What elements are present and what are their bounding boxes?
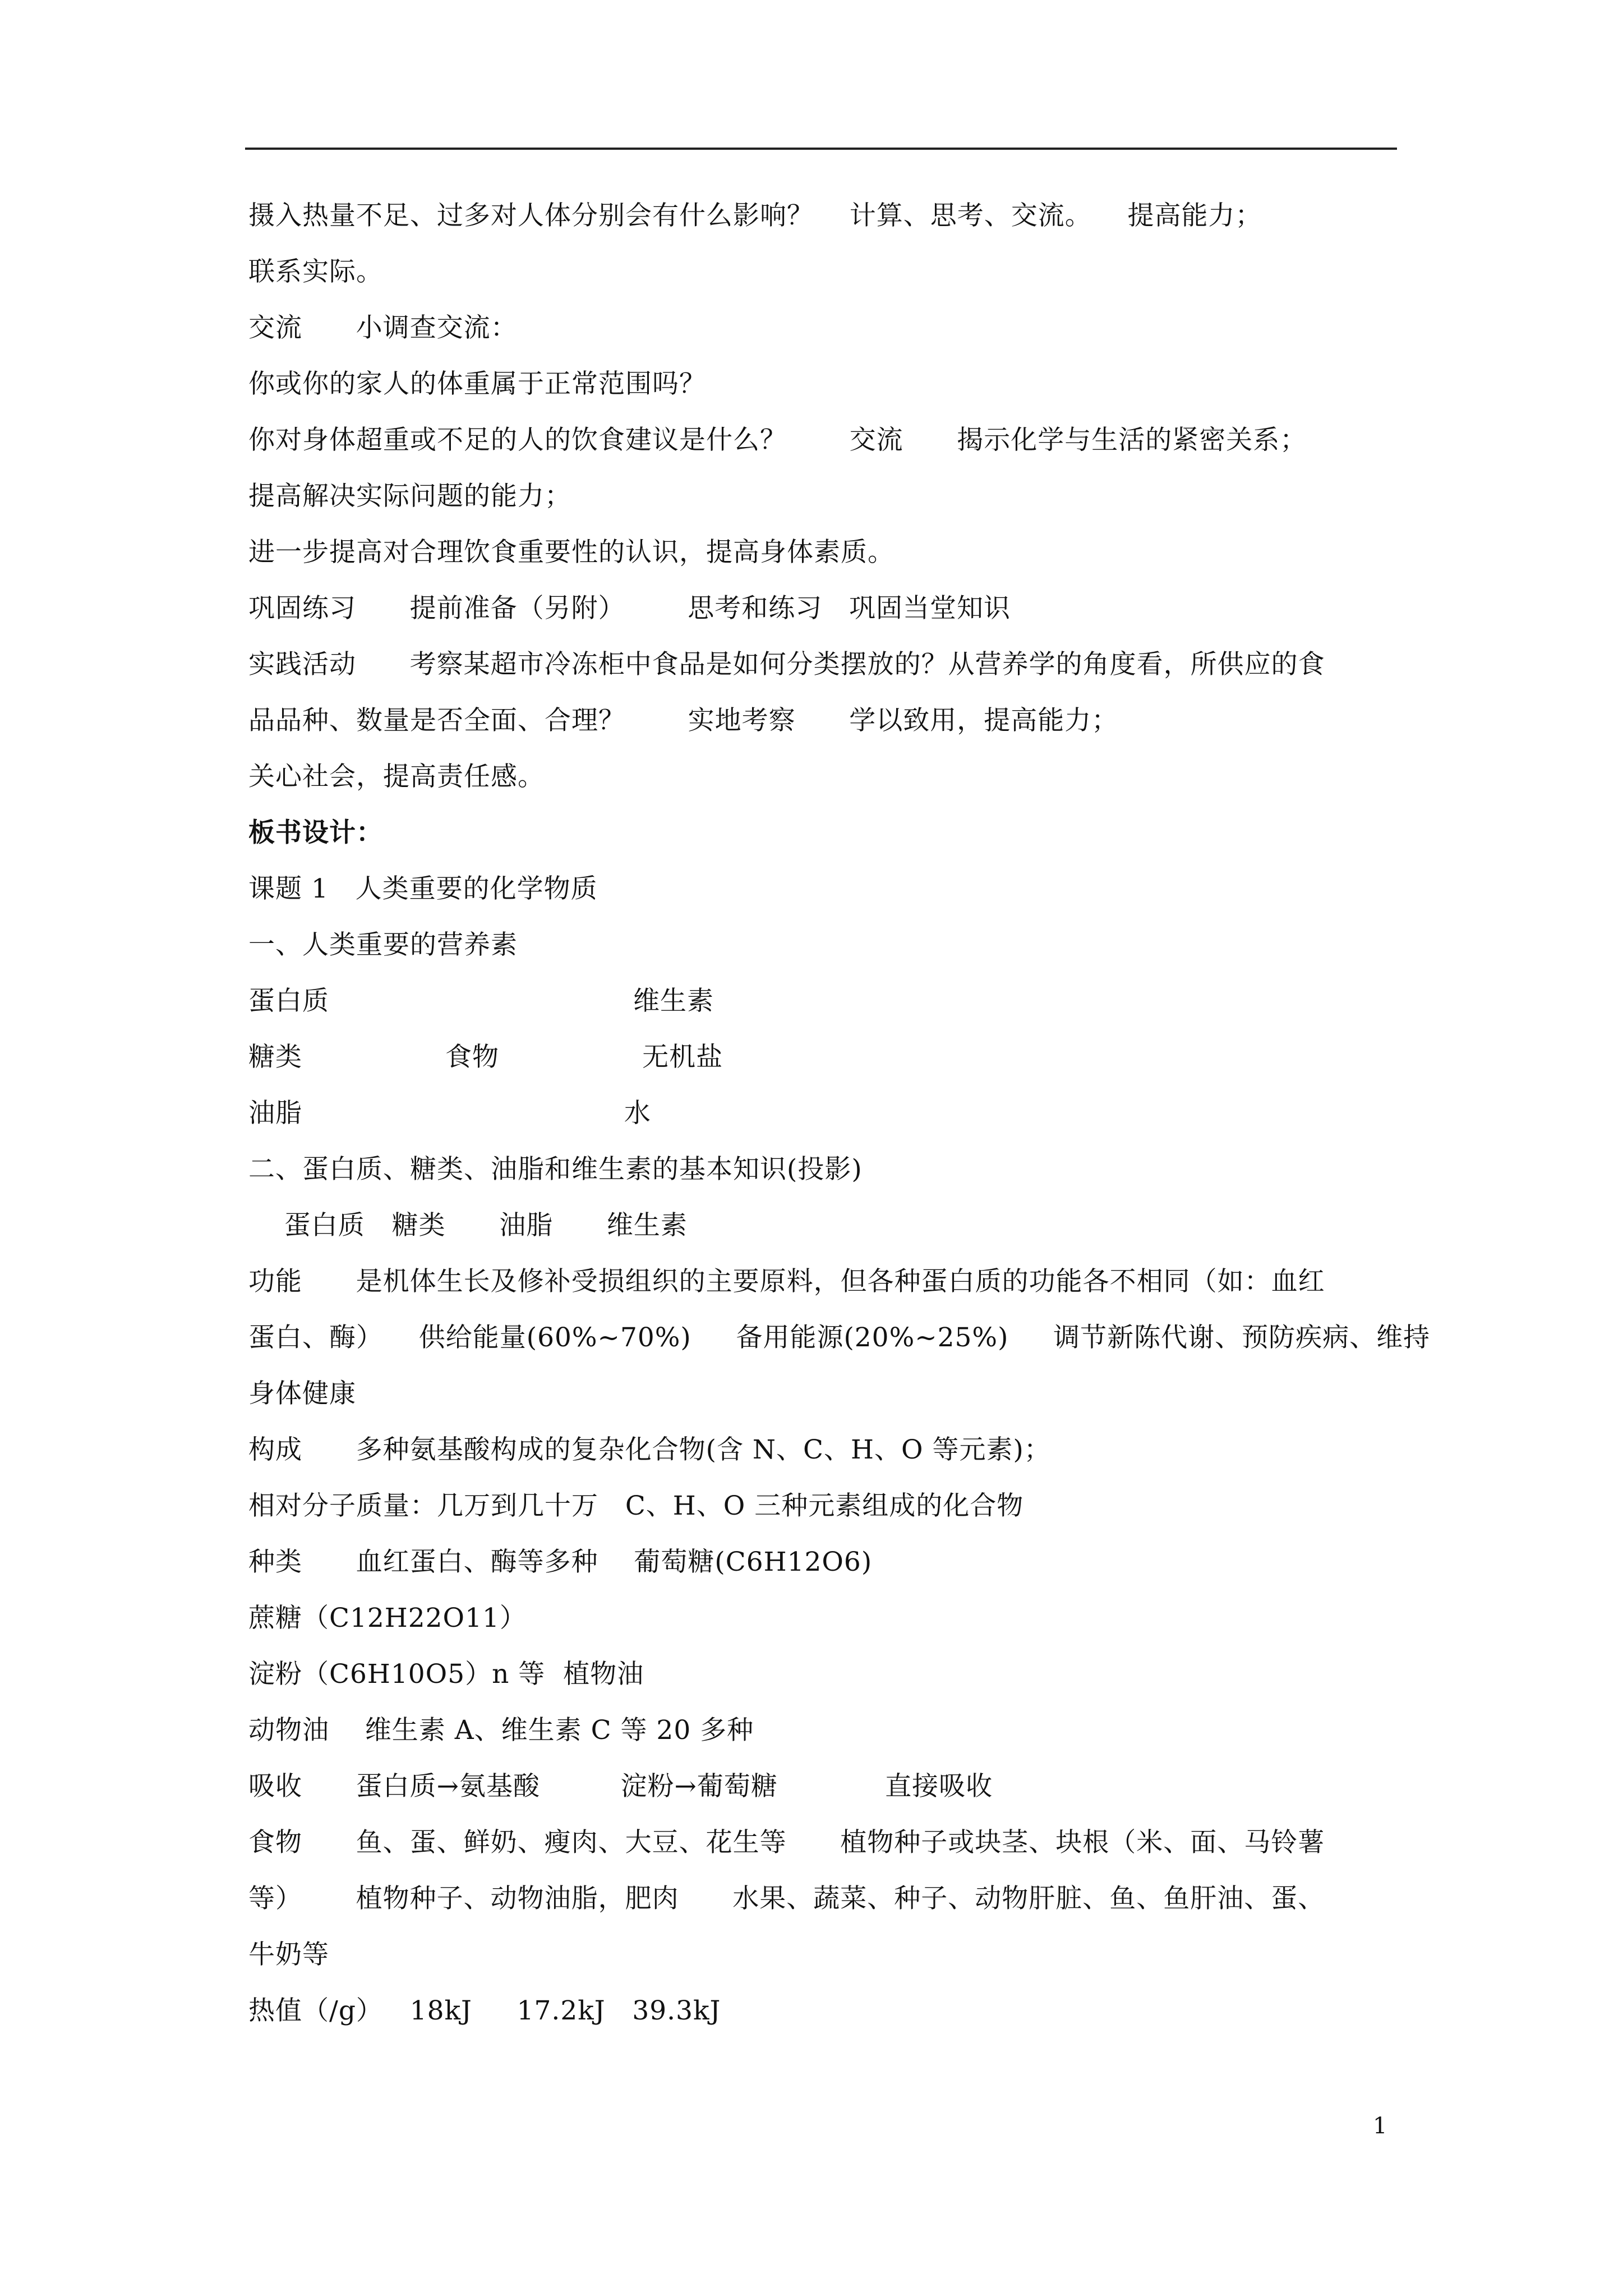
text-line: 你或你的家人的体重属于正常范围吗？ <box>248 369 706 399</box>
page-number: 1 <box>1373 2113 1387 2139</box>
text-line: 相对分子质量：几万到几十万 C、H、O 三种元素组成的化合物 <box>248 1490 1024 1521</box>
text-line: 蛋白质 维生素 <box>248 986 714 1016</box>
text-line: 功能 是机体生长及修补受损组织的主要原料，但各种蛋白质的功能各不相同（如：血红 <box>248 1266 1325 1297</box>
text-line: 课题 1 人类重要的化学物质 <box>248 873 598 904</box>
text-line: 构成 多种氨基酸构成的复杂化合物(含 N、C、H、O 等元素)； <box>248 1434 1051 1465</box>
text-line: 摄入热量不足、过多对人体分别会有什么影响？ 计算、思考、交流。 提高能力； <box>248 200 1262 231</box>
text-line: 品品种、数量是否全面、合理？ 实地考察 学以致用，提高能力； <box>248 705 1119 736</box>
text-line: 你对身体超重或不足的人的饮食建议是什么？ 交流 揭示化学与生活的紧密关系； <box>248 425 1307 455</box>
text-line: 热值（/g） 18kJ 17.2kJ 39.3kJ <box>248 1995 721 2026</box>
text-line: 糖类 食物 无机盐 <box>248 1042 723 1073</box>
text-line: 牛奶等 <box>248 1939 329 1970</box>
text-line: 动物油 维生素 A、维生素 C 等 20 多种 <box>248 1715 754 1746</box>
text-line: 食物 鱼、蛋、鲜奶、瘦肉、大豆、花生等 植物种子或块茎、块根（米、面、马铃薯 <box>248 1827 1325 1858</box>
header-rule <box>245 148 1397 150</box>
text-line: 蛋白质 糖类 油脂 维生素 <box>248 1210 688 1241</box>
section-heading: 板书设计： <box>248 817 383 848</box>
text-line: 淀粉（C6H10O5）n 等 植物油 <box>248 1659 644 1690</box>
text-line: 身体健康 <box>248 1378 356 1409</box>
text-line: 等） 植物种子、动物油脂，肥肉 水果、蔬菜、种子、动物肝脏、鱼、鱼肝油、蛋、 <box>248 1883 1325 1914</box>
text-line: 蛋白、酶） 供给能量(60%~70%) 备用能源(20%~25%) 调节新陈代谢、预防疾病、维持 <box>248 1322 1431 1353</box>
text-line: 关心社会，提高责任感。 <box>248 761 545 792</box>
document-body <box>248 188 1431 2039</box>
text-line: 种类 血红蛋白、酶等多种 葡萄糖(C6H12O6) <box>248 1547 873 1577</box>
text-line: 一、人类重要的营养素 <box>248 930 518 960</box>
text-line: 联系实际。 <box>248 256 383 287</box>
text-line: 二、蛋白质、糖类、油脂和维生素的基本知识(投影) <box>248 1154 863 1185</box>
text-line: 蔗糖（C12H22O11） <box>248 1603 527 1634</box>
text-line: 油脂 水 <box>248 1098 651 1129</box>
text-line: 实践活动 考察某超市冷冻柜中食品是如何分类摆放的？从营养学的角度看，所供应的食 <box>248 649 1325 680</box>
text-line: 巩固练习 提前准备（另附） 思考和练习 巩固当堂知识 <box>248 593 1011 624</box>
text-line: 进一步提高对合理饮食重要性的认识，提高身体素质。 <box>248 537 895 568</box>
text-line: 提高解决实际问题的能力； <box>248 481 571 512</box>
text-line: 交流 小调查交流： <box>248 312 518 343</box>
text-line: 吸收 蛋白质→氨基酸 淀粉→葡萄糖 直接吸收 <box>248 1771 993 1802</box>
